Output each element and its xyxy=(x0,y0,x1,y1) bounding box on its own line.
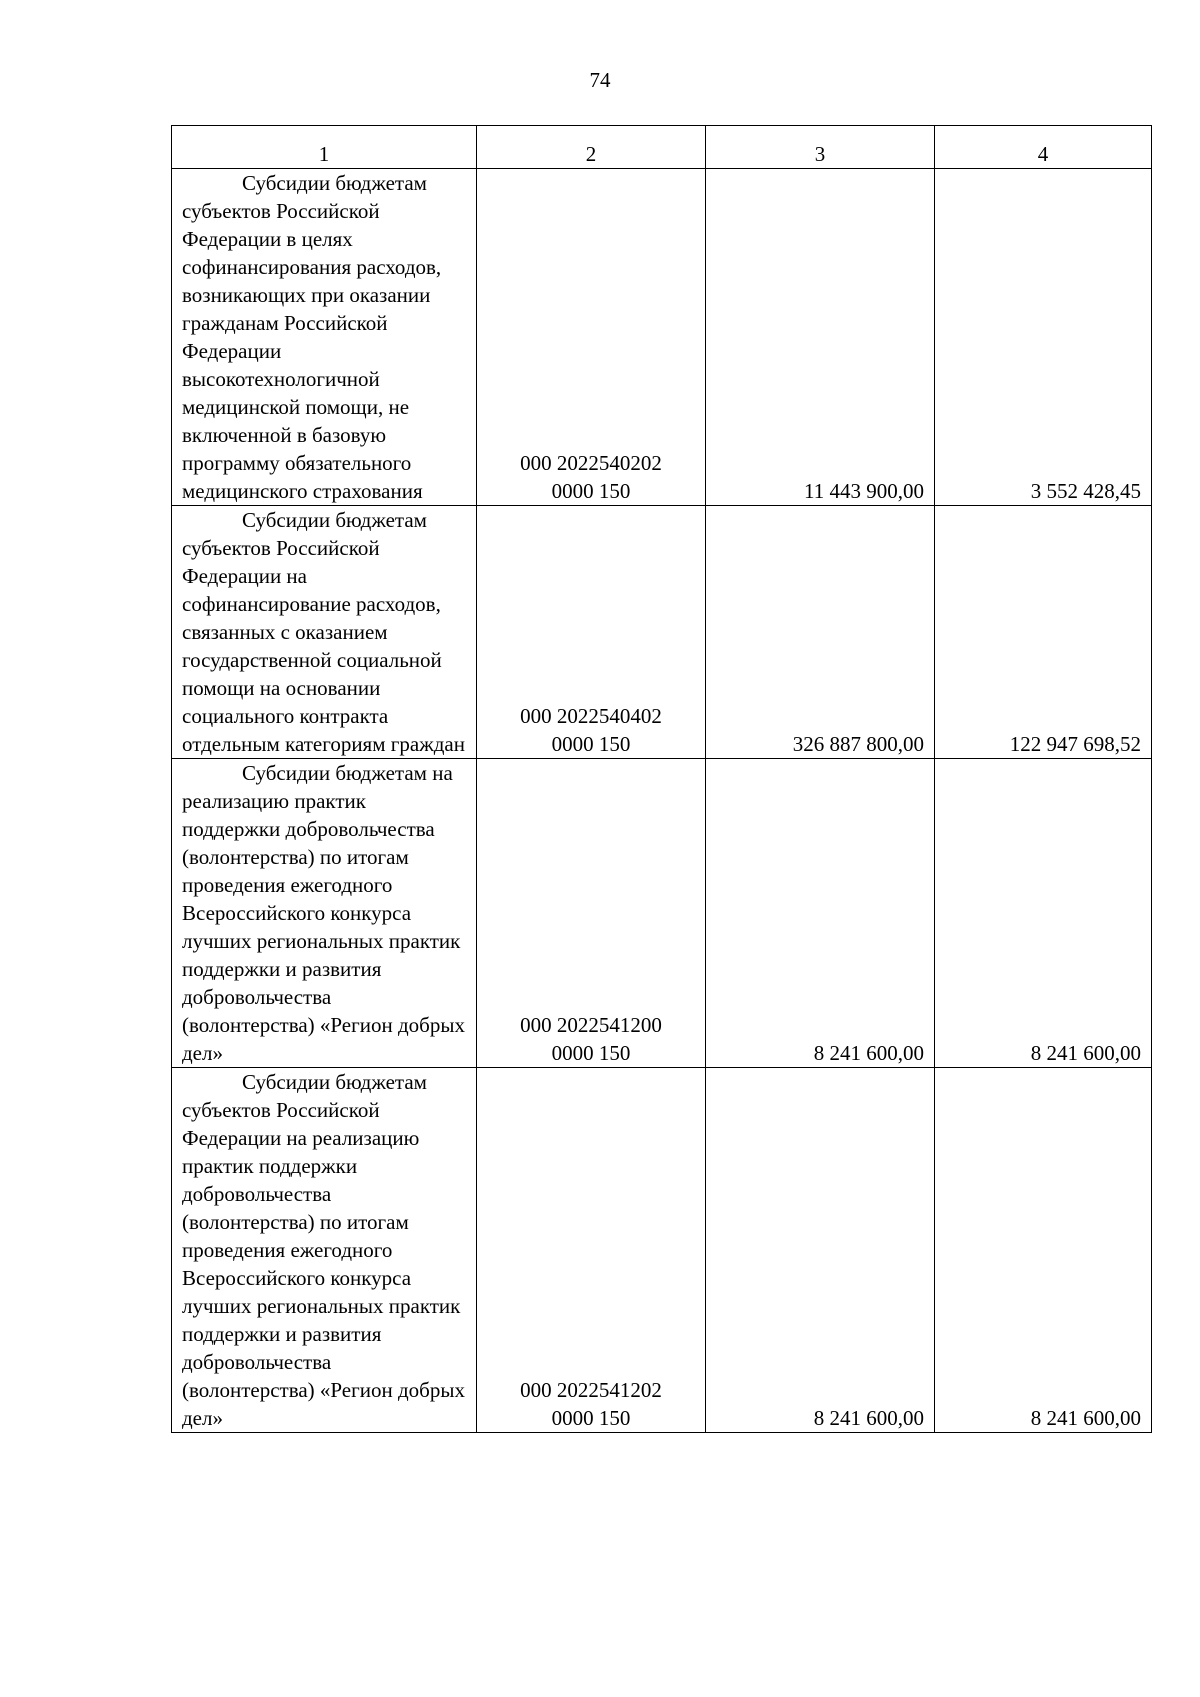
row-name: Субсидии бюджетам субъектов Российской Федерации на реализацию практик поддержки добровольчества (волонтерства) по итогам проведения ежегодного Всероссийского конкурса лучших региональных практик поддержки и развития добровольчества (волонтерства) «Регион добрых дел» xyxy=(182,1070,465,1430)
row-name-cell xyxy=(172,506,477,759)
page-number: 74 xyxy=(589,68,611,92)
row-code-cell xyxy=(477,506,706,759)
row-name: Субсидии бюджетам субъектов Российской Федерации на софинансирование расходов, связанных с оказанием государственной социальной помощи на основании социального контракта отдельным категориям граждан xyxy=(182,508,465,756)
row-code-line1: 000 2022540202 xyxy=(520,451,662,475)
row-code-cell xyxy=(477,1068,706,1433)
row-code-cell xyxy=(477,759,706,1068)
row-amount-fact: 8 241 600,00 xyxy=(935,759,1152,1068)
row-code-line1: 000 2022541200 xyxy=(520,1013,662,1037)
column-header-2: 2 xyxy=(477,126,706,169)
row-name: Субсидии бюджетам субъектов Российской Федерации в целях софинансирования расходов, возникающих при оказании гражданам Российской Федерации высокотехнологичной медицинской помощи, не включенной в базовую программу обязательного медицинского страхования xyxy=(182,171,442,503)
row-name: Субсидии бюджетам на реализацию практик поддержки добровольчества (волонтерства) по итогам проведения ежегодного Всероссийского конкурса лучших региональных практик поддержки и развития добровольчества (волонтерства) «Регион добрых дел» xyxy=(182,761,465,1065)
row-amount-fact: 3 552 428,45 xyxy=(935,169,1152,506)
column-header-1: 1 xyxy=(172,126,477,169)
table-header-row xyxy=(172,126,1152,169)
budget-table xyxy=(171,125,1152,1433)
row-amount-fact: 8 241 600,00 xyxy=(935,1068,1152,1433)
row-amount-plan: 11 443 900,00 xyxy=(706,169,935,506)
row-name-cell xyxy=(172,169,477,506)
row-code-line1: 000 2022541202 xyxy=(520,1378,662,1402)
table-row xyxy=(172,1068,1152,1433)
table-row xyxy=(172,506,1152,759)
row-name-cell xyxy=(172,759,477,1068)
table-row xyxy=(172,759,1152,1068)
row-code-line2: 0000 150 xyxy=(551,732,631,756)
row-code-cell xyxy=(477,169,706,506)
column-header-3: 3 xyxy=(706,126,935,169)
row-amount-plan: 8 241 600,00 xyxy=(706,759,935,1068)
row-name-cell xyxy=(172,1068,477,1433)
row-code-line2: 0000 150 xyxy=(551,479,631,503)
row-code-line2: 0000 150 xyxy=(551,1041,631,1065)
row-amount-plan: 8 241 600,00 xyxy=(706,1068,935,1433)
row-code-line2: 0000 150 xyxy=(551,1406,631,1430)
row-amount-plan: 326 887 800,00 xyxy=(706,506,935,759)
column-header-4: 4 xyxy=(935,126,1152,169)
table-row xyxy=(172,169,1152,506)
row-amount-fact: 122 947 698,52 xyxy=(935,506,1152,759)
row-code-line1: 000 2022540402 xyxy=(520,704,662,728)
